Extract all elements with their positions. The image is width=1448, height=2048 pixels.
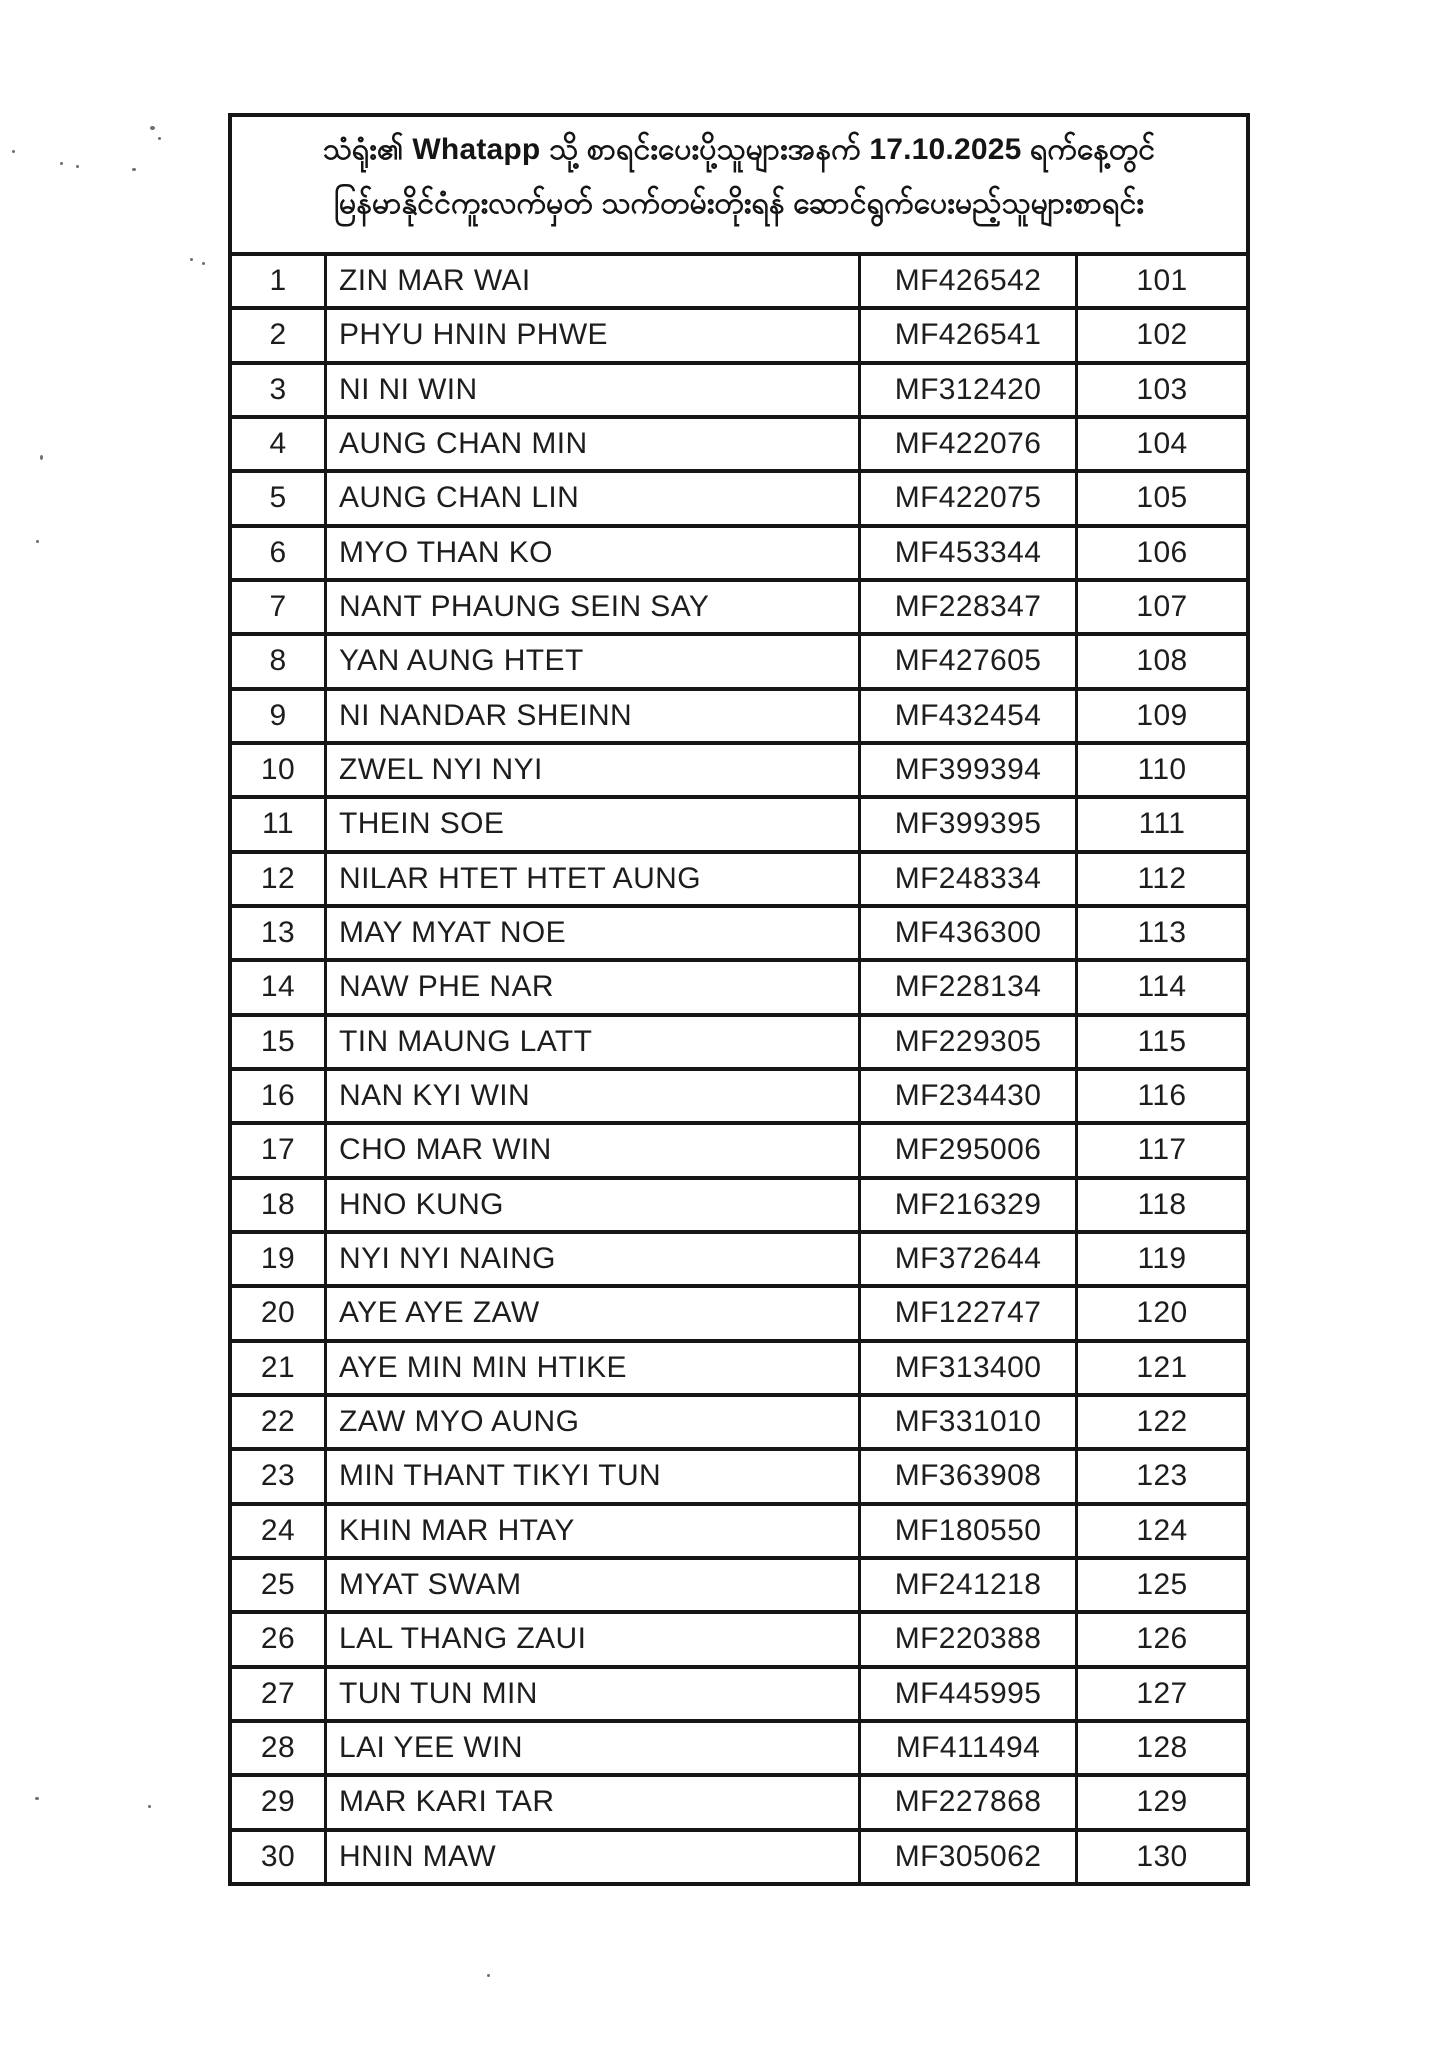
passport-number: MF422075 [861, 473, 1078, 523]
person-name: NAN KYI WIN [327, 1071, 861, 1121]
table-row [232, 795, 1246, 849]
passport-number: MF399395 [861, 799, 1078, 849]
title-line-1: သံရုံး၏ Whatapp သို့ စာရင်းပေးပို့သူများအနက် 17.10.2025 ရက်နေ့တွင် [322, 133, 1156, 166]
person-name: TIN MAUNG LATT [327, 1017, 861, 1067]
passport-number: MF427605 [861, 636, 1078, 686]
table-row [232, 1719, 1246, 1773]
queue-number: 124 [1136, 1513, 1188, 1547]
queue-number: 115 [1137, 1024, 1187, 1058]
person-name: KHIN MAR HTAY [327, 1506, 861, 1556]
row-number: 1 [232, 256, 327, 306]
queue-number: 123 [1136, 1459, 1188, 1493]
row-number: 7 [232, 582, 327, 632]
person-name: MAR KARI TAR [327, 1777, 861, 1827]
table-row [232, 1176, 1246, 1230]
person-name: HNIN MAW [327, 1832, 861, 1882]
passport-number: MF331010 [861, 1397, 1078, 1447]
table-row [232, 1121, 1246, 1175]
passport-number: MF363908 [861, 1451, 1078, 1501]
row-number: 22 [232, 1397, 327, 1447]
passport-number: MF228134 [861, 962, 1078, 1012]
table-row [232, 741, 1246, 795]
table-row [232, 306, 1246, 360]
scan-speck [158, 137, 161, 140]
row-number: 8 [232, 636, 327, 686]
table-row [232, 1013, 1246, 1067]
passport-number: MF241218 [861, 1560, 1078, 1610]
table-row [232, 1773, 1246, 1827]
person-name: AYE AYE ZAW [327, 1288, 861, 1338]
queue-number: 130 [1136, 1839, 1188, 1873]
scan-speck [132, 168, 136, 171]
passport-number: MF422076 [861, 419, 1078, 469]
queue-number: 105 [1136, 481, 1188, 515]
table-row [232, 469, 1246, 523]
queue-number: 110 [1137, 753, 1187, 787]
row-number: 3 [232, 365, 327, 415]
passport-number: MF305062 [861, 1832, 1078, 1882]
table-rows [232, 256, 1246, 1882]
queue-number: 109 [1136, 698, 1188, 732]
queue-number: 112 [1137, 861, 1187, 895]
scan-speck [12, 150, 15, 153]
passport-number: MF295006 [861, 1125, 1078, 1175]
queue-number: 108 [1136, 644, 1188, 678]
scan-speck [60, 162, 63, 165]
table-row [232, 1556, 1246, 1610]
person-name: MAY MYAT NOE [327, 908, 861, 958]
table-row [232, 687, 1246, 741]
queue-number: 101 [1136, 264, 1188, 298]
person-name: PHYU HNIN PHWE [327, 310, 861, 360]
passport-number: MF453344 [861, 528, 1078, 578]
table-row [232, 904, 1246, 958]
row-number: 21 [232, 1343, 327, 1393]
person-name: AUNG CHAN MIN [327, 419, 861, 469]
person-name: YAN AUNG HTET [327, 636, 861, 686]
table-row [232, 1447, 1246, 1501]
person-name: LAL THANG ZAUI [327, 1614, 861, 1664]
person-name: THEIN SOE [327, 799, 861, 849]
row-number: 26 [232, 1614, 327, 1664]
queue-number: 103 [1136, 372, 1188, 406]
queue-number: 114 [1137, 970, 1187, 1004]
row-number: 9 [232, 691, 327, 741]
row-number: 27 [232, 1669, 327, 1719]
row-number: 14 [232, 962, 327, 1012]
person-name: AUNG CHAN LIN [327, 473, 861, 523]
queue-number: 106 [1136, 535, 1188, 569]
queue-number: 118 [1137, 1187, 1187, 1221]
queue-number: 107 [1136, 590, 1188, 624]
table-row [232, 1067, 1246, 1121]
passport-number: MF426542 [861, 256, 1078, 306]
person-name: CHO MAR WIN [327, 1125, 861, 1175]
queue-number: 120 [1136, 1296, 1188, 1330]
row-number: 4 [232, 419, 327, 469]
table-row [232, 361, 1246, 415]
table-row [232, 1665, 1246, 1719]
scan-speck [487, 1974, 490, 1977]
passport-number: MF372644 [861, 1234, 1078, 1284]
person-name: NANT PHAUNG SEIN SAY [327, 582, 861, 632]
person-name: NILAR HTET HTET AUNG [327, 854, 861, 904]
scan-speck [190, 258, 193, 261]
table-row [232, 958, 1246, 1012]
row-number: 18 [232, 1180, 327, 1230]
queue-number: 111 [1138, 807, 1186, 841]
passport-number: MF180550 [861, 1506, 1078, 1556]
person-name: NAW PHE NAR [327, 962, 861, 1012]
person-name: NI NI WIN [327, 365, 861, 415]
passport-number: MF313400 [861, 1343, 1078, 1393]
row-number: 12 [232, 854, 327, 904]
person-name: ZWEL NYI NYI [327, 745, 861, 795]
table-row [232, 415, 1246, 469]
passport-number: MF445995 [861, 1669, 1078, 1719]
queue-number: 119 [1137, 1242, 1187, 1276]
scan-speck [76, 165, 79, 168]
row-number: 23 [232, 1451, 327, 1501]
queue-number: 125 [1136, 1568, 1188, 1602]
passport-number: MF399394 [861, 745, 1078, 795]
queue-number: 127 [1136, 1676, 1188, 1710]
table-row [232, 1502, 1246, 1556]
passport-number: MF234430 [861, 1071, 1078, 1121]
table-row [232, 850, 1246, 904]
table-row [232, 524, 1246, 578]
queue-number: 129 [1136, 1785, 1188, 1819]
person-name: HNO KUNG [327, 1180, 861, 1230]
row-number: 11 [232, 799, 327, 849]
person-name: MYO THAN KO [327, 528, 861, 578]
passport-number: MF122747 [861, 1288, 1078, 1338]
passport-number: MF411494 [861, 1723, 1078, 1773]
row-number: 15 [232, 1017, 327, 1067]
scan-speck [35, 1797, 39, 1800]
queue-number: 113 [1137, 916, 1187, 950]
passport-number: MF312420 [861, 365, 1078, 415]
person-name: LAI YEE WIN [327, 1723, 861, 1773]
passport-number: MF227868 [861, 1777, 1078, 1827]
table-row [232, 578, 1246, 632]
person-name: TUN TUN MIN [327, 1669, 861, 1719]
queue-number: 102 [1136, 318, 1188, 352]
title-line-2: မြန်မာနိုင်ငံကူးလက်မှတ် သက်တမ်းတိုးရန် ဆောင်ရွက်ပေးမည့်သူများစာရင်း [333, 187, 1145, 220]
row-number: 13 [232, 908, 327, 958]
scan-speck [150, 126, 155, 130]
table-title [232, 117, 1246, 256]
passport-renewal-list-table [228, 113, 1250, 1886]
row-number: 17 [232, 1125, 327, 1175]
person-name: AYE MIN MIN HTIKE [327, 1343, 861, 1393]
table-row [232, 1610, 1246, 1664]
queue-number: 121 [1136, 1350, 1188, 1384]
passport-number: MF216329 [861, 1180, 1078, 1230]
row-number: 16 [232, 1071, 327, 1121]
row-number: 6 [232, 528, 327, 578]
table-row [232, 1230, 1246, 1284]
scan-speck [40, 455, 43, 460]
table-row [232, 1393, 1246, 1447]
row-number: 29 [232, 1777, 327, 1827]
passport-number: MF229305 [861, 1017, 1078, 1067]
scan-speck [202, 262, 205, 265]
row-number: 20 [232, 1288, 327, 1338]
passport-number: MF436300 [861, 908, 1078, 958]
person-name: NYI NYI NAING [327, 1234, 861, 1284]
row-number: 28 [232, 1723, 327, 1773]
queue-number: 126 [1136, 1622, 1188, 1656]
person-name: ZIN MAR WAI [327, 256, 861, 306]
row-number: 19 [232, 1234, 327, 1284]
table-row [232, 1339, 1246, 1393]
person-name: MYAT SWAM [327, 1560, 861, 1610]
passport-number: MF432454 [861, 691, 1078, 741]
table-row [232, 632, 1246, 686]
passport-number: MF248334 [861, 854, 1078, 904]
queue-number: 128 [1136, 1731, 1188, 1765]
person-name: ZAW MYO AUNG [327, 1397, 861, 1447]
table-row [232, 256, 1246, 306]
row-number: 5 [232, 473, 327, 523]
queue-number: 122 [1136, 1405, 1188, 1439]
person-name: NI NANDAR SHEINN [327, 691, 861, 741]
passport-number: MF426541 [861, 310, 1078, 360]
row-number: 25 [232, 1560, 327, 1610]
queue-number: 117 [1137, 1133, 1187, 1167]
person-name: MIN THANT TIKYI TUN [327, 1451, 861, 1501]
table-row [232, 1284, 1246, 1338]
passport-number: MF228347 [861, 582, 1078, 632]
scan-speck [148, 1805, 151, 1808]
scan-speck [36, 540, 39, 543]
table-row [232, 1828, 1246, 1882]
row-number: 24 [232, 1506, 327, 1556]
row-number: 30 [232, 1832, 327, 1882]
queue-number: 104 [1136, 427, 1188, 461]
row-number: 10 [232, 745, 327, 795]
row-number: 2 [232, 310, 327, 360]
queue-number: 116 [1137, 1079, 1187, 1113]
passport-number: MF220388 [861, 1614, 1078, 1664]
